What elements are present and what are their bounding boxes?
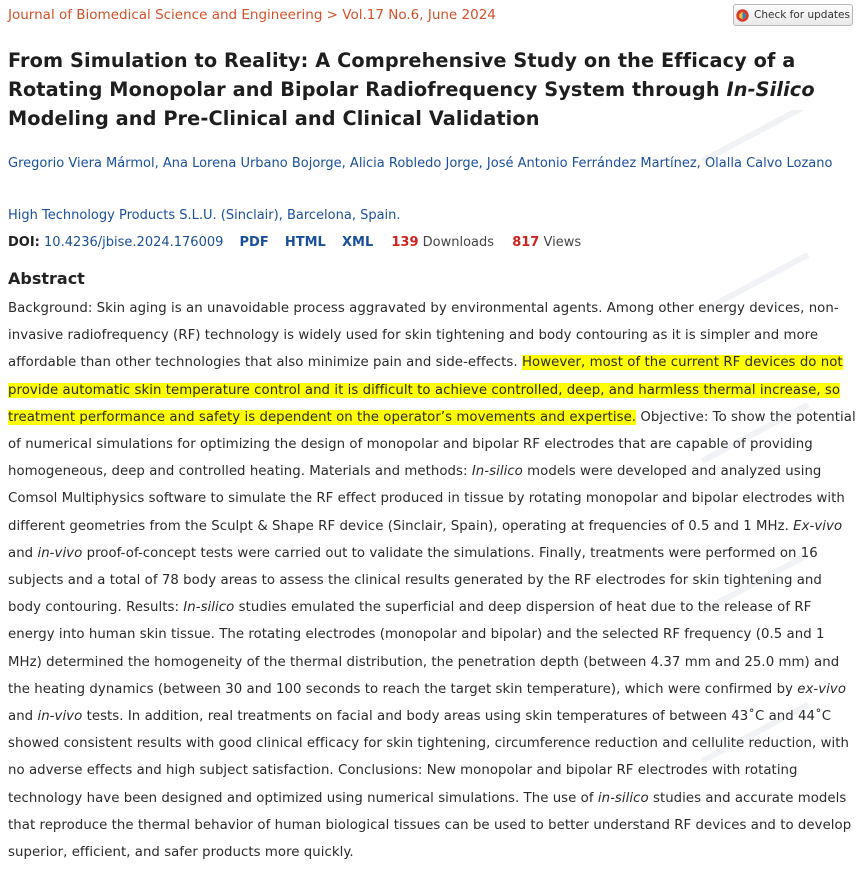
html-link[interactable]: HTML [284, 235, 326, 250]
downloads-label: Downloads [422, 235, 495, 250]
views-count: 817 [512, 235, 540, 250]
abstract-segment: studies and accurate models that reproduce the thermal behavior of human biological tissues can be used to better understand RF devices and to develop superior, efficient, and safer products more quickly. [8, 790, 852, 861]
doi-label: DOI: [8, 235, 40, 250]
views-label: Views [543, 235, 582, 250]
title-italic: In-Silico [726, 78, 815, 101]
abstract-segment: models were developed and analyzed using Comsol Multiphysics software to simulate the RF effect produced in tissue by rotating monopolar and bipolar electrodes with different geometries from the Sculpt & Shape RF device (Sinclair, Spain), operating at frequencies of 0.5 and 1 MHz. [8, 464, 845, 534]
abstract-segment: studies emulated the superficial and deep dispersion of heat due to the release of RF energy into human skin tissue. The rotating electrodes (monopolar and bipolar) and the selected RF frequency (0.5 and 1 MHz) determined the homogeneity of the thermal distribution, the penetration depth (between 4.37 mm and 25.0 mm) and the heating dynamics (between 30 and 100 seconds to reach the target skin temperature), which were confirmed by [8, 600, 840, 697]
title-part1: From Simulation to Reality: A Comprehensive Study on the Efficacy of a Rotating Monopolar and Bipolar Radiofrequency System through [8, 49, 796, 101]
doi-link[interactable]: 10.4236/jbise.2024.176009 [44, 235, 224, 250]
abstract-segment: and [8, 709, 38, 725]
abstract-segment: Background: Skin aging is an unavoidable process aggravated by environmental agents. Among other energy devices, non-invasive radiofrequency (RF) technology is widely used for skin tightening and body contouring as it is simpler and more affordable than other technologies that also minimize pain and side-effects. [8, 301, 839, 371]
breadcrumb [8, 7, 496, 23]
check-for-updates-label: Check for updates [754, 9, 850, 21]
author-link[interactable]: Alicia Robledo Jorge [349, 156, 479, 171]
abstract-segment: Objective: To show the potential of numerical simulations for optimizing the design of monopolar and bipolar RF electrodes that are capable of providing homogeneous, deep and controlled heating. Materials and methods: [8, 409, 856, 480]
abstract-italic: in-silico [597, 790, 649, 806]
affiliation[interactable]: High Technology Products S.L.U. (Sinclair), Barcelona, Spain. [8, 208, 401, 223]
issue-link[interactable]: Vol.17 No.6, June 2024 [342, 7, 496, 23]
abstract-italic: in-vivo [37, 709, 83, 725]
pdf-link[interactable]: PDF [239, 235, 269, 250]
abstract-segment: tests. In addition, real treatments on facial and body areas using skin temperatures of between 43˚C and 44˚C showed consistent results with good clinical efficacy for skin tightening, circumference reduction and cellulite reduction, with no adverse effects and high subject satisfaction. Conclusions: New monopolar and bipolar RF electrodes with rotating technology have been designed and optimized using numerical simulations. The use of [8, 709, 849, 806]
breadcrumb-separator: > [322, 7, 343, 23]
author-link[interactable]: Gregorio Viera Mármol [8, 156, 155, 171]
abstract-italic: ex-vivo [797, 681, 847, 697]
author-list: Gregorio Viera Mármol, Ana Lorena Urbano Bojorge, Alicia Robledo Jorge, José Antonio Ferrández Martínez, Olalla Calvo Lozano [8, 156, 833, 171]
check-for-updates-button[interactable] [733, 4, 853, 26]
downloads-count: 139 [391, 235, 419, 250]
author-link[interactable]: Ana Lorena Urbano Bojorge [162, 156, 342, 171]
crossmark-icon [736, 9, 749, 22]
abstract-italic: In-silico [471, 464, 523, 480]
highlighted-sentence: However, most of the current RF devices do not provide automatic skin temperature control and it is difficult to achieve controlled, deep, and harmless thermal increase, so treatment performance and safety is dependent on the operator’s movements and expertise. [8, 355, 843, 425]
abstract-text [8, 295, 858, 866]
article-title [8, 46, 858, 133]
xml-link[interactable]: XML [341, 235, 374, 250]
abstract-italic: in-vivo [37, 545, 83, 561]
abstract-heading: Abstract [8, 269, 85, 288]
title-part2: Modeling and Pre-Clinical and Clinical Validation [8, 107, 540, 130]
abstract-italic: In-silico [183, 600, 235, 616]
abstract-segment: proof-of-concept tests were carried out to validate the simulations. Finally, treatments were performed on 16 subjects and a total of 78 body areas to assess the clinical results generated by the RF electrodes for skin tightening and body contouring. Results: [8, 545, 822, 616]
abstract-segment: and [8, 545, 38, 561]
author-link[interactable]: José Antonio Ferrández Martínez [486, 156, 697, 171]
abstract-italic: Ex-vivo [793, 518, 843, 534]
doi-row [8, 232, 581, 254]
author-link[interactable]: Olalla Calvo Lozano [704, 156, 833, 171]
journal-link[interactable]: Journal of Biomedical Science and Engineering [8, 7, 323, 23]
